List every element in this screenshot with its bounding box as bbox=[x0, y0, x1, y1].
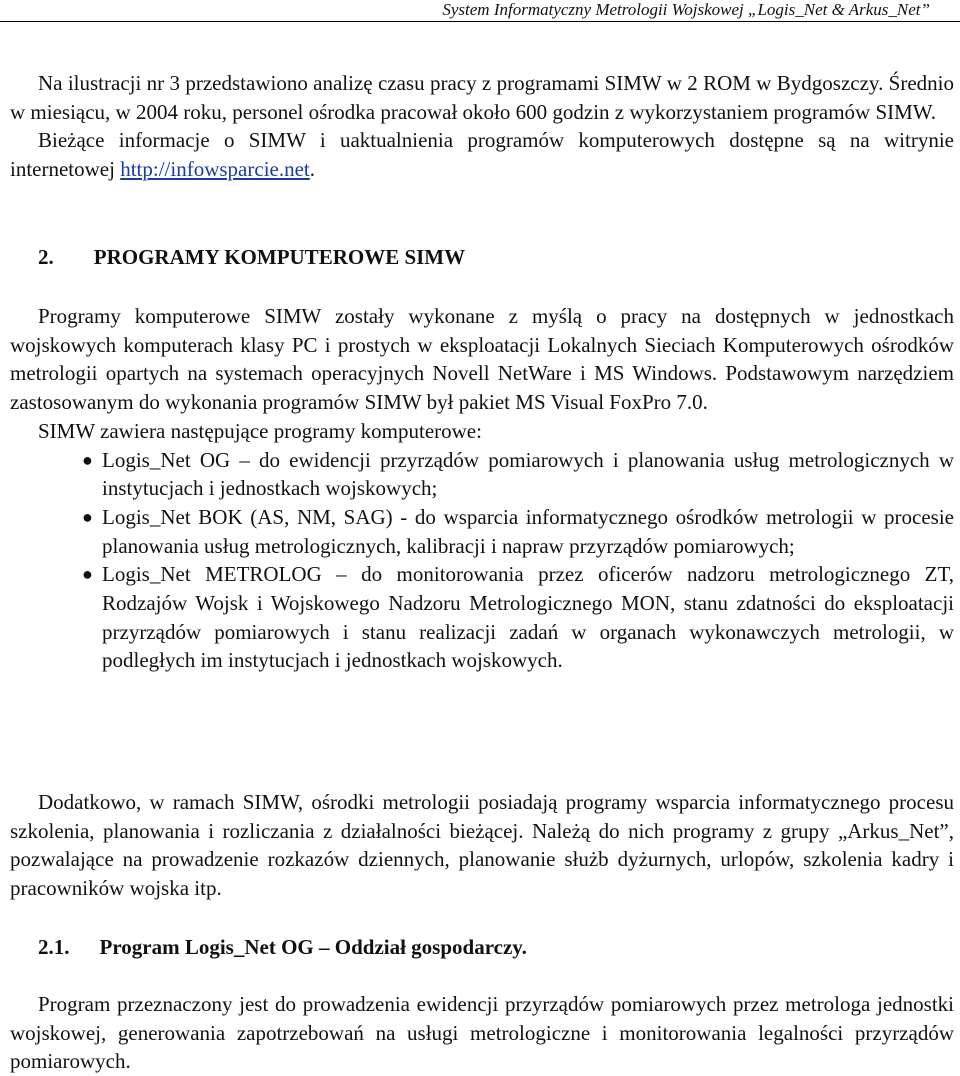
running-header bbox=[0, 0, 960, 22]
list-item bbox=[10, 503, 954, 560]
bullet-dot-icon: ● bbox=[82, 564, 93, 585]
bullet-dot-icon: ● bbox=[82, 449, 93, 470]
intro-period: . bbox=[309, 157, 316, 182]
section-2-paragraph-2: Dodatkowo, w ramach SIMW, ośrodki metrologii posiadają programy wsparcia informatycznego procesu szkolenia, planowania i rozliczania z działalności bieżącej. Należą do nich programy z grupy „Arkus_Net”, pozwalające na prowadzenie rozkazów dziennych, planowanie służb dyżurnych, urlopów, szkolenia kadry i pracowników wojska itp. bbox=[10, 790, 954, 901]
intro-paragraph-1: Na ilustracji nr 3 przedstawiono analizę czasu pracy z programami SIMW w 2 ROM w Bydgoszczy. Średnio w miesiącu, w 2004 roku, personel ośrodka pracował około 600 godzin z wykorzystaniem programów SIMW. bbox=[10, 71, 954, 124]
list-item bbox=[10, 560, 954, 675]
list-item-text: Logis_Net OG – do ewidencji przyrządów pomiarowych i planowania usług metrologicznych w instytucjach i jednostkach wojskowych; bbox=[102, 447, 954, 501]
section-2-closing bbox=[10, 788, 954, 903]
section-2-1-body bbox=[10, 990, 954, 1076]
section-2-1-title: Program Logis_Net OG – Oddział gospodarczy. bbox=[99, 935, 527, 959]
section-2-number: 2. bbox=[38, 245, 54, 269]
website-link[interactable]: http://infowsparcie.net bbox=[120, 157, 310, 182]
intro-text: Bieżące informacje o SIMW i uaktualnienia programów komputerowych dostępne są na witrynie internetowej bbox=[10, 128, 954, 182]
section-2-1-paragraph: Program przeznaczony jest do prowadzenia ewidencji przyrządów pomiarowych przez metrologa jednostki wojskowej, generowania zapotrzebowań na usługi metrologiczne i monitorowania legalności przyrządów pomiarowych. bbox=[10, 992, 954, 1074]
section-2-paragraph-1: Programy komputerowe SIMW zostały wykonane z myślą o pracy na dostępnych w jednostkach wojskowych komputerach klasy PC i prostych w eksploatacji Lokalnych Sieciach Komputerowych ośrodków metrologii opartych na systemach operacyjnych Novell NetWare i MS Windows. Podstawowym narzędziem zastosowanym do wykonania programów SIMW był pakiet MS Visual FoxPro 7.0. bbox=[10, 304, 954, 415]
section-2-1-heading bbox=[38, 933, 527, 961]
section-2-heading bbox=[38, 243, 465, 271]
list-item-text: Logis_Net BOK (AS, NM, SAG) - do wsparcia informatycznego ośrodków metrologii w procesie planowania usług metrologicznych, kalibracji i napraw przyrządów pomiarowych; bbox=[102, 504, 954, 558]
list-item-text: Logis_Net METROLOG – do monitorowania przez oficerów nadzoru metrologicznego ZT, Rodzajów Wojsk i Wojskowego Nadzoru Metrologicznego MON, stanu zdatności do eksploatacji przyrządów pomiarowych i stanu realizacji zadań w organach wykonawczych metrologii, w podległych im instytucjach i jednostkach wojskowych. bbox=[102, 562, 954, 673]
intro-section bbox=[10, 69, 954, 184]
section-2-title: PROGRAMY KOMPUTEROWE SIMW bbox=[93, 245, 466, 269]
bullet-dot-icon: ● bbox=[82, 506, 93, 527]
list-item bbox=[10, 446, 954, 503]
section-2-1-number: 2.1. bbox=[38, 935, 70, 959]
list-intro: SIMW zawiera następujące programy komputerowe: bbox=[38, 418, 482, 443]
header-title: System Informatyczny Metrologii Wojskowej „Logis_Net & Arkus_Net” bbox=[442, 0, 930, 19]
section-2-body bbox=[10, 302, 954, 675]
programs-list bbox=[10, 446, 954, 676]
intro-paragraph-2 bbox=[10, 126, 954, 183]
